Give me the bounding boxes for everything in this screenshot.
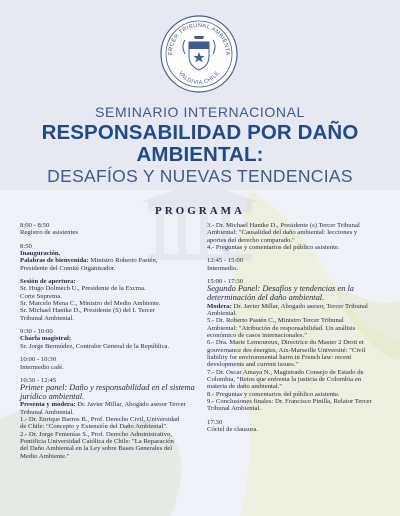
time-label: 15:00 - 17:30 <box>207 278 244 286</box>
schedule-text: Tribunal Ambiental. <box>20 408 74 416</box>
schedule-text: Ambiental: "Causalidad del daño ambiental: lecciones y <box>207 229 358 237</box>
schedule-text: 1.- Dr. Enrique Barros B., Prof. Derecho Civil, Universidad <box>20 416 180 424</box>
schedule-block <box>20 356 198 371</box>
schedule-text: liability for environmental harm in French law: recent <box>207 354 352 361</box>
schedule-text: 9.- Conclusiones finales: Dr. Francisco Pinilla, Relator Tercer <box>207 398 372 406</box>
panel-heading: jurídico ambiental. <box>20 391 85 401</box>
schedule-text: Tribunal Ambiental. <box>207 405 261 413</box>
schedule-text: aportes del derecho comparado." <box>207 236 295 244</box>
welcome-label: Palabras de bienvenida: <box>20 257 89 265</box>
schedule-text: de Chile: "Concepto y Extensión del Daño Ambiental". <box>20 423 168 431</box>
schedule-block <box>20 243 198 272</box>
seminar-label: SEMINARIO INTERNACIONAL <box>95 104 305 120</box>
tribunal-seal-logo <box>159 14 239 94</box>
schedule-text: Intermedio café. <box>20 363 64 371</box>
welcome-text: Ministro Roberto Pastén, <box>88 257 158 265</box>
program-column-right <box>207 222 385 439</box>
logo-text-bottom: VALDIVIA CHILE <box>176 70 222 87</box>
schedule-block <box>20 278 198 322</box>
schedule-text: económico de casos internacionales." <box>207 331 308 339</box>
schedule-heading: Sesión de apertura: <box>20 278 76 286</box>
schedule-text: 5.- Dr. Roberto Pastén C., Ministro Tercer Tribunal <box>207 317 344 325</box>
schedule-text: Sr. Marcelo Mena C., Ministro del Medio Ambiente. <box>20 300 161 308</box>
time-label: 8:00 - 8:50 <box>20 222 50 229</box>
schedule-block <box>20 328 198 350</box>
schedule-text: Colombia, "Retos que enfrenta la justicia de Colombia en <box>207 376 362 384</box>
schedule-text: del Daño Ambiental en la Ley sobre Bases Generales del <box>20 445 173 453</box>
header-titles <box>0 104 400 187</box>
time-label: 9:30 - 10:00 <box>20 328 53 336</box>
time-label: 8:50 <box>20 242 32 250</box>
schedule-text: Presidente del Comité Organizador. <box>20 264 116 272</box>
schedule-text: 4.- Preguntas y comentarios del público asistente. <box>207 244 340 252</box>
schedule-text: 2.- Dr. Jorge Femenías S., Prof. Derecho Administrativo, <box>20 430 172 438</box>
schedule-text: developments and current issues." <box>207 361 299 369</box>
moderator-text: Dr. Javier Millar, Abogado asesor, Tercer Tribunal <box>231 302 368 310</box>
schedule-text <box>20 401 198 408</box>
schedule-text: Pontificia Universidad Católica de Chile: "La Reparación <box>20 438 174 446</box>
schedule-block <box>20 222 198 237</box>
moderator-label: Modera: <box>207 302 232 310</box>
main-title: RESPONSABILIDAD POR DAÑO AMBIENTAL: <box>41 121 359 166</box>
schedule-block <box>207 222 385 251</box>
schedule-block <box>207 257 385 272</box>
schedule-text: Sr. Michael Hantke D., Presidente (S) del I. Tercer <box>20 307 155 315</box>
moderator-text: Dr. Javier Millar, Abogado asesor Tercer <box>75 401 186 409</box>
schedule-block <box>207 419 385 434</box>
programa-title: PROGRAMA <box>155 205 245 217</box>
schedule-text: Ambiental: "Atribución de responsabilidad. Un análisis <box>207 324 356 332</box>
panel-heading: Segundo Panel: Desafíos y tendencias en la <box>207 284 354 294</box>
schedule-text: Intermedio. <box>207 264 239 272</box>
schedule-text: 3.- Dr. Michael Hantke D., Presidente (s) Tercer Tribunal <box>207 222 360 229</box>
schedule-block <box>207 278 385 413</box>
schedule-block <box>20 377 198 460</box>
schedule-text: Tribunal Ambiental. <box>20 314 74 322</box>
schedule-text: 7.- Dr. Oscar Amaya N., Magistrado Consejo de Estado de <box>207 368 364 376</box>
schedule-text: Sr. Jorge Bermúdez, Contralor General de la República. <box>20 342 170 350</box>
schedule-text: 6.- Dra. Marie Lemoureux, Directrice du Master 2 Droit et <box>207 339 364 347</box>
time-label: 10:30 - 12:45 <box>20 376 57 384</box>
schedule-text: Cóctel de clausura. <box>207 426 259 434</box>
time-label: 12:45 - 15:00 <box>207 257 244 265</box>
schedule-heading: Charla magistral: <box>20 335 72 343</box>
program-column-left <box>20 222 198 466</box>
schedule-text: Corte Suprema. <box>20 292 62 300</box>
schedule-text <box>207 303 385 310</box>
schedule-text: Ambiental. <box>207 309 237 317</box>
schedule-text <box>20 257 198 264</box>
schedule-text: 8.- Preguntas y comentarios del público asistente. <box>207 390 340 398</box>
schedule-text: Registro de asistentes <box>20 229 78 237</box>
moderator-label: Presenta y modera: <box>20 401 76 409</box>
schedule-text: Medio Ambiente." <box>20 452 70 460</box>
time-label: 17:30 <box>207 418 223 426</box>
time-label: 10:00 - 10:30 <box>20 356 57 364</box>
logo-text-top: ERCER TRIBUNAL AMBIENTA <box>167 22 231 56</box>
schedule-text: materia de daño ambiental." <box>207 383 283 391</box>
schedule-text: Sr. Hugo Dolmech U., Presidente de la Excma. <box>20 285 146 293</box>
subtitle: DESAFÍOS Y NUEVAS TENDENCIAS <box>47 166 353 186</box>
panel-heading: determinación del daño ambiental. <box>207 293 325 302</box>
panel-heading: Primer panel: Daño y responsabilidad en el sistema <box>20 383 195 393</box>
schedule-text: gouvernance des énergies, Aix-Marseille Université: "Civil <box>207 346 366 354</box>
schedule-heading: Inauguración. <box>20 250 61 258</box>
